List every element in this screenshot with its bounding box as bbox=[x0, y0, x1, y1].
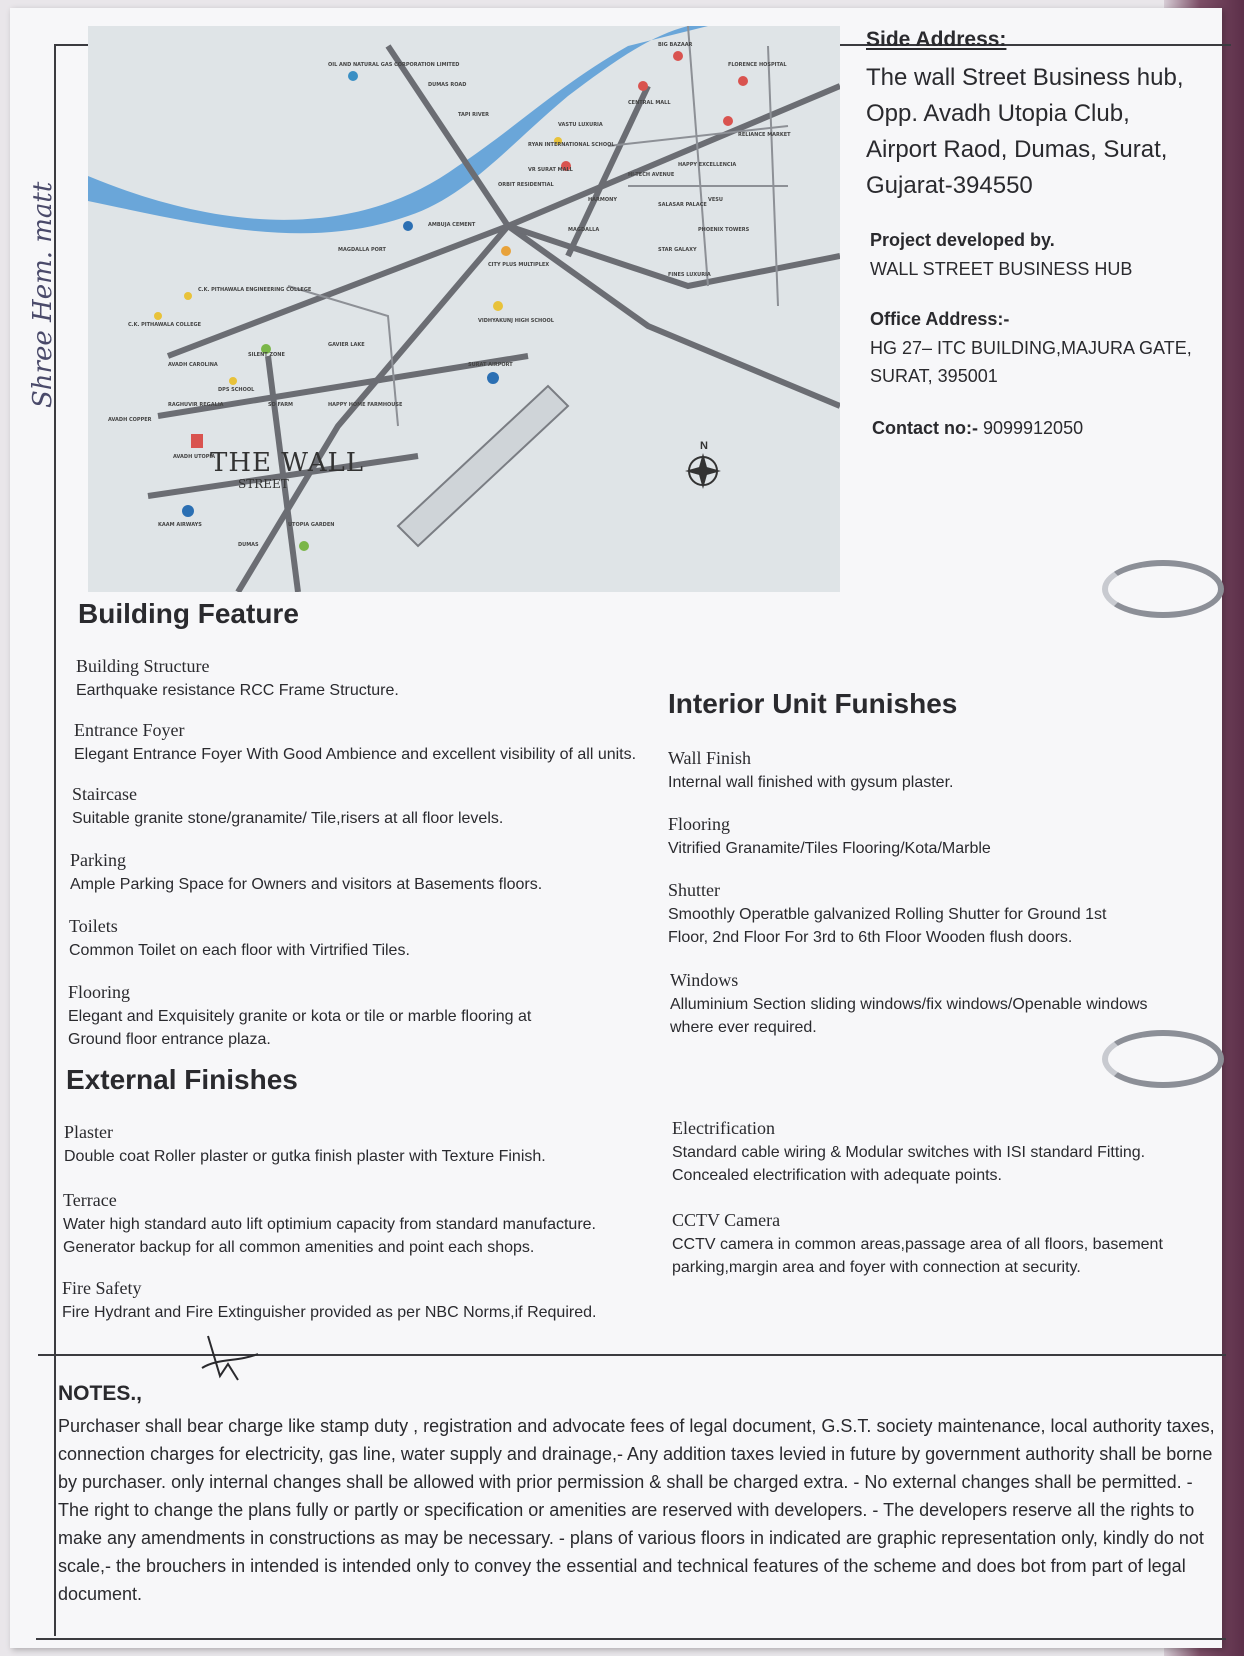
handwritten-margin-note: Shree Hem. matt bbox=[28, 181, 58, 408]
feature-item-desc: Elegant Entrance Foyer With Good Ambience and excellent visibility of all units. bbox=[74, 746, 637, 763]
map-place-label: SALASAR PALACE bbox=[658, 202, 707, 208]
map-marker-airport bbox=[487, 372, 499, 384]
map-place-label: GAVIER LAKE bbox=[328, 342, 365, 348]
finish-item bbox=[64, 1122, 624, 1168]
interior-item-title: Shutter bbox=[668, 880, 720, 900]
feature-item bbox=[74, 720, 654, 766]
map-place-label: AVADH COPPER bbox=[108, 417, 152, 423]
interior-item-title: Windows bbox=[670, 970, 739, 990]
map-marker-multiplex bbox=[501, 246, 511, 256]
interior-item-desc: Alluminium Section sliding windows/fix windows/Openable windows where ever required. bbox=[670, 996, 1148, 1036]
interior-item-title: Electrification bbox=[672, 1118, 775, 1138]
interior-item-desc: CCTV camera in common areas,passage area of all floors, basement parking,margin area and foyer with connection at security. bbox=[672, 1236, 1163, 1276]
interior-finishes-title: Interior Unit Funishes bbox=[668, 688, 958, 719]
finish-item bbox=[62, 1278, 622, 1324]
map-place-label: AVADH UTOPIA bbox=[173, 454, 216, 460]
map-marker-hospital bbox=[738, 76, 748, 86]
map-place-label: AMBUJA CEMENT bbox=[428, 222, 476, 228]
binder-ring-icon bbox=[1102, 1030, 1224, 1088]
developer-label: Project developed by. bbox=[870, 230, 1055, 250]
map-place-label: DPS SCHOOL bbox=[218, 387, 255, 393]
map-place-label: C.K. PITHAWALA ENGINEERING COLLEGE bbox=[198, 287, 312, 293]
feature-item-desc: Earthquake resistance RCC Frame Structure. bbox=[76, 682, 399, 699]
finish-item-desc: Double coat Roller plaster or gutka finish plaster with Texture Finish. bbox=[64, 1148, 546, 1165]
site-address-line: The wall Street Business hub, bbox=[866, 64, 1184, 91]
map-background bbox=[88, 26, 840, 592]
map-place-label: SD FARM bbox=[268, 402, 294, 408]
feature-item-title: Parking bbox=[70, 850, 126, 870]
office-address-line: SURAT, 395001 bbox=[870, 366, 998, 386]
map-place-label: HI-TECH AVENUE bbox=[628, 172, 675, 178]
map-place-label: OIL AND NATURAL GAS CORPORATION LIMITED bbox=[328, 62, 460, 68]
interior-item-title: Flooring bbox=[668, 814, 731, 834]
contact-label: Contact no:- bbox=[872, 418, 978, 438]
feature-item-desc: Suitable granite stone/granamite/ Tile,risers at all floor levels. bbox=[72, 810, 504, 827]
map-place-label: ORBIT RESIDENTIAL bbox=[498, 182, 554, 188]
finish-item-title: Fire Safety bbox=[62, 1278, 142, 1298]
finish-item-desc: Water high standard auto lift optimium capacity from standard manufacture. Generator backup for all common amenities and point each shops. bbox=[63, 1216, 596, 1256]
feature-item bbox=[76, 656, 636, 702]
interior-item-desc: Smoothly Operatble galvanized Rolling Shutter for Ground 1st Floor, 2nd Floor For 3rd to 6th Floor Wooden flush doors. bbox=[668, 906, 1107, 946]
map-marker-big-bazaar bbox=[673, 51, 683, 61]
map-place-label: CITY PLUS MULTIPLEX bbox=[488, 262, 550, 268]
map-place-label: RAGHUVIR REGALIA bbox=[168, 402, 224, 408]
feature-item-title: Flooring bbox=[68, 982, 131, 1002]
interior-item bbox=[668, 748, 1148, 794]
map-marker-vidhyakunj bbox=[493, 301, 503, 311]
site-address-heading: Side Address: bbox=[866, 28, 1007, 51]
map-place-label: VR SURAT MALL bbox=[528, 167, 573, 173]
map-place-label: VESU bbox=[708, 197, 723, 203]
map-place-label: MAGDALLA PORT bbox=[338, 247, 386, 253]
map-place-label: SILENT ZONE bbox=[248, 352, 285, 358]
map-marker-ck-college bbox=[154, 312, 162, 320]
feature-item bbox=[68, 982, 568, 1051]
map-project-logo-sub: STREET bbox=[238, 477, 289, 491]
feature-item-desc: Elegant and Exquisitely granite or kota or tile or marble flooring at Ground floor entrance plaza. bbox=[68, 1008, 532, 1048]
finish-item bbox=[63, 1190, 603, 1259]
feature-item bbox=[69, 916, 629, 962]
interior-item bbox=[672, 1210, 1192, 1279]
map-place-label: BIG BAZAAR bbox=[658, 42, 693, 48]
map-marker-ambuja bbox=[403, 221, 413, 231]
map-marker-reliance bbox=[723, 116, 733, 126]
interior-item bbox=[668, 814, 1148, 860]
map-place-label: KAAM AIRWAYS bbox=[158, 522, 202, 528]
office-address-label: Office Address:- bbox=[870, 309, 1010, 329]
interior-item-desc: Internal wall finished with gysum plaster. bbox=[668, 774, 954, 791]
interior-item bbox=[672, 1118, 1172, 1187]
location-map-graphic bbox=[88, 26, 840, 592]
map-marker-airways bbox=[182, 505, 194, 517]
site-address-line: Gujarat-394550 bbox=[866, 172, 1033, 199]
feature-item-title: Building Structure bbox=[76, 656, 210, 676]
map-place-label: VASTU LUXURIA bbox=[558, 122, 603, 128]
svg-text:N: N bbox=[700, 440, 708, 452]
map-project-logo: THE WALL bbox=[210, 448, 364, 478]
feature-item-desc: Ample Parking Space for Owners and visitors at Basements floors. bbox=[70, 876, 543, 893]
map-place-label: VIDHYAKUNJ HIGH SCHOOL bbox=[478, 318, 554, 324]
interior-item-title: Wall Finish bbox=[668, 748, 752, 768]
map-place-label: RELIANCE MARKET bbox=[738, 132, 791, 138]
map-place-label: C.K. PITHAWALA COLLEGE bbox=[128, 322, 202, 328]
bottom-divider bbox=[36, 1638, 1226, 1640]
map-place-label: TAPI RIVER bbox=[458, 112, 490, 118]
site-address-line: Airport Raod, Dumas, Surat, bbox=[866, 136, 1168, 163]
map-place-label: FINES LUXURIA bbox=[668, 272, 711, 278]
feature-item-desc: Common Toilet on each floor with Virtrified Tiles. bbox=[69, 942, 410, 959]
feature-item-title: Entrance Foyer bbox=[74, 720, 185, 740]
map-place-label: FLORENCE HOSPITAL bbox=[728, 62, 787, 68]
feature-item-title: Staircase bbox=[72, 784, 137, 804]
map-place-label: SURAT AIRPORT bbox=[468, 362, 513, 368]
notes-text: Purchaser shall bear charge like stamp duty , registration and advocate fees of legal document, G.S.T. society maintenance, local authority taxes, connection charges for electricity, gas line, water supply and drainage,- Any addition taxes levied in future by government authority shall be borne by purchaser. only internal changes shall be allowed with prior permission & shall be charged extra. - No external changes shall be permitted. - The right to change the plans fully or partly or specification or amenities are reserved with developers. - The developers reserve all the rights to make any amendments in constructions as may be necessary. - plans of various floors in indicated are graphic representation only, kindly do not scale,- the brouchers in intended is intended only to convey the essential and technical features of the scheme and does bot from part of legal document. bbox=[58, 1416, 1215, 1604]
brochure-page bbox=[10, 8, 1222, 1648]
feature-item bbox=[72, 784, 632, 830]
map-place-label: UTOPIA GARDEN bbox=[288, 522, 335, 528]
map-place-label: DUMAS ROAD bbox=[428, 82, 467, 88]
map-place-label: MAGDALLA bbox=[568, 227, 600, 233]
map-place-label: RYAN INTERNATIONAL SCHOOL bbox=[528, 142, 615, 148]
map-place-label: AVADH CAROLINA bbox=[168, 362, 218, 368]
interior-item bbox=[668, 880, 1148, 949]
contact-line bbox=[872, 418, 1196, 439]
map-place-label: HAPPY HOME FARMHOUSE bbox=[328, 402, 403, 408]
map-place-label: CENTRAL MALL bbox=[628, 100, 671, 106]
location-map bbox=[88, 26, 840, 592]
map-marker-ongc bbox=[348, 71, 358, 81]
interior-item-desc: Standard cable wiring & Modular switches with ISI standard Fitting. Concealed electrification with adequate points. bbox=[672, 1144, 1146, 1184]
interior-item-desc: Vitrified Granamite/Tiles Flooring/Kota/Marble bbox=[668, 840, 991, 857]
site-address-line: Opp. Avadh Utopia Club, bbox=[866, 100, 1130, 127]
notes-heading: NOTES., bbox=[58, 1382, 143, 1405]
notes-section bbox=[58, 1382, 1218, 1608]
interior-item-title: CCTV Camera bbox=[672, 1210, 781, 1230]
map-marker-garden bbox=[299, 541, 309, 551]
map-place-label: HAPPY EXCELLENCIA bbox=[678, 162, 737, 168]
contact-number: 9099912050 bbox=[977, 418, 1084, 438]
finish-item-title: Terrace bbox=[63, 1190, 117, 1210]
map-place-label: HARMONY bbox=[588, 197, 617, 203]
feature-item-title: Toilets bbox=[69, 916, 118, 936]
binder-ring-icon bbox=[1102, 560, 1224, 618]
interior-item bbox=[670, 970, 1150, 1039]
address-block bbox=[866, 28, 1196, 439]
map-marker-central-mall bbox=[638, 81, 648, 91]
map-place-label: STAR GALAXY bbox=[658, 247, 697, 253]
map-place-label: DUMAS bbox=[238, 542, 259, 548]
office-address-line: HG 27– ITC BUILDING,MAJURA GATE, bbox=[870, 338, 1192, 358]
finish-item-desc: Fire Hydrant and Fire Extinguisher provided as per NBC Norms,if Required. bbox=[62, 1304, 597, 1321]
map-place-label: PHOENIX TOWERS bbox=[698, 227, 750, 233]
project-location-marker bbox=[191, 434, 203, 448]
map-marker-engineering-college bbox=[184, 292, 192, 300]
building-feature-title: Building Feature bbox=[78, 598, 299, 629]
feature-item bbox=[70, 850, 630, 896]
developer-value: WALL STREET BUSINESS HUB bbox=[870, 259, 1133, 279]
map-marker-dps bbox=[229, 377, 237, 385]
finish-item-title: Plaster bbox=[64, 1122, 113, 1142]
external-finishes-title: External Finishes bbox=[66, 1064, 298, 1095]
